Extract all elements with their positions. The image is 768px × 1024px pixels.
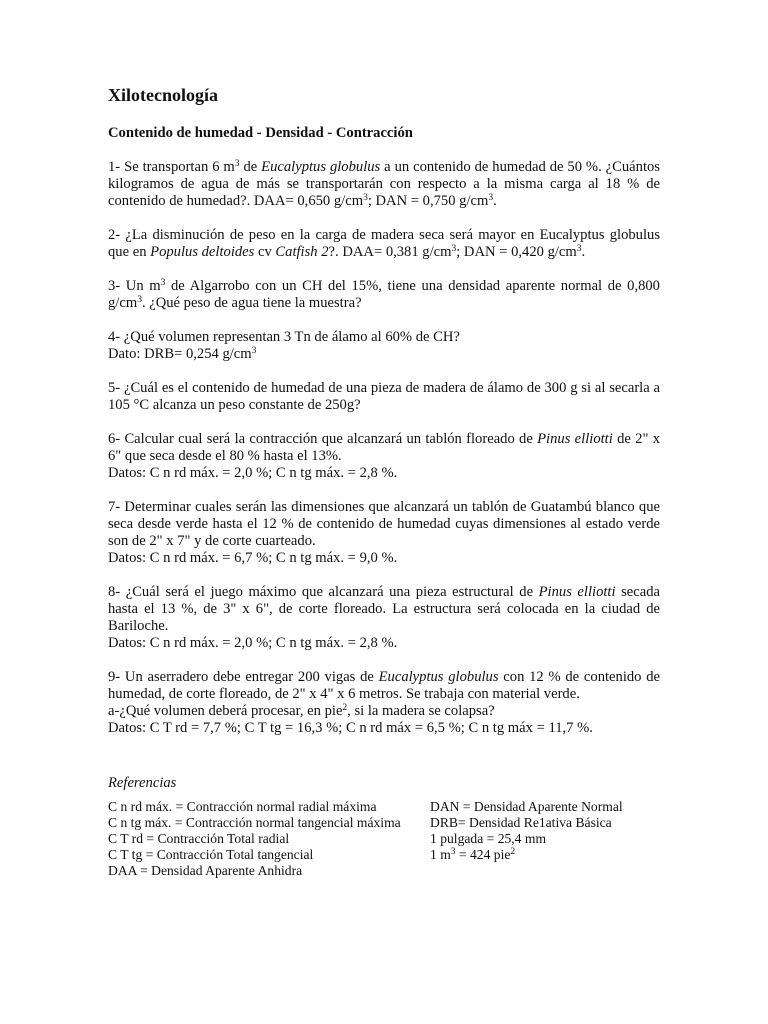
problem-9-question-a: a-¿Qué volumen deberá procesar, en pie$^2$, si la madera se colapsa?: [108, 703, 495, 719]
reference-item: C n tg máx. = Contracción normal tangencial máxima: [108, 815, 401, 830]
problem-9-statement: 9- Un aserradero debe entregar 200 vigas de Eucalyptus globulus con 12 % de contenido de humedad, de corte floreado, de 2" x 4" x 6 metros. Se trabaja con material verde.: [108, 669, 660, 702]
species-name: Eucalyptus globulus: [261, 159, 381, 175]
reference-item: DRB= Densidad Re1ativa Básica: [430, 815, 612, 830]
reference-empty-cell: [430, 863, 660, 879]
problem-8: [108, 584, 660, 652]
reference-item: DAN = Densidad Aparente Normal: [430, 799, 623, 814]
species-name: Populus deltoides: [150, 244, 255, 260]
species-name: Pinus elliotti: [537, 431, 613, 447]
problem-4: [108, 329, 660, 363]
problem-3: 3- Un $m^3$ de Algarrobo con un CH del 15%, tiene una densidad aparente normal de 0,800 $g/cm^3$. ¿Qué peso de agua tiene la muestra?: [108, 278, 660, 311]
problem-9-data: Datos: C T rd = 7,7 %; C T tg = 16,3 %; C n rd máx = 6,5 %; C n tg máx = 11,7 %.: [108, 720, 593, 736]
reference-item: C T rd = Contracción Total radial: [108, 831, 290, 846]
reference-item: 1 pulgada = 25,4 mm: [430, 831, 547, 846]
references-list: [108, 799, 660, 879]
reference-item: C T tg = Contracción Total tangencial: [108, 847, 314, 862]
problem-9: [108, 669, 660, 737]
reference-item: 1 $m^3 = 424$ pie$^2$: [430, 847, 516, 862]
problem-8-data: Datos: C n rd máx. = 2,0 %; C n tg máx. = 2,8 %.: [108, 635, 398, 651]
references-heading: Referencias: [108, 775, 177, 791]
problem-4-question: 4- ¿Qué volumen representan 3 Tn de álamo al 60% de CH?: [108, 329, 460, 345]
reference-item: DAA = Densidad Aparente Anhidra: [108, 863, 303, 878]
cultivar-name: Catfish 2: [275, 244, 329, 260]
species-name: Pinus elliotti: [538, 584, 616, 600]
problem-7-data: Datos: C n rd máx. = 6,7 %; C n tg máx. = 9,0 %.: [108, 550, 398, 566]
problem-8-question: 8- ¿Cuál será el juego máximo que alcanzará una pieza estructural de Pinus elliotti secada hasta el 13 %, de 3" x 6", de corte floreado. La estructura será colocada en la ciudad de Bariloche.: [108, 584, 660, 634]
reference-item: C n rd máx. = Contracción normal radial máxima: [108, 799, 377, 814]
document-title: Xilotecnología: [108, 85, 218, 105]
problem-6-question: 6- Calcular cual será la contracción que alcanzará un tablón floreado de Pinus elliotti de 2" x 6" que seca desde el 80 % hasta el 13%.: [108, 431, 660, 464]
problem-2: 2- ¿La disminución de peso en la carga de madera seca será mayor en Eucalyptus globulus que en Populus deltoides cv Catfish 2?. DAA= 0,381 $g/cm^3$; DAN = 0,420 $g/cm^3$.: [108, 227, 660, 260]
problem-5: 5- ¿Cuál es el contenido de humedad de una pieza de madera de álamo de 300 g si al secarla a 105 °C alcanza un peso constante de 250g?: [108, 380, 660, 413]
problem-6: [108, 431, 660, 482]
species-name: Eucalyptus globulus: [378, 669, 499, 685]
problem-1: 1- Se transportan 6 $m^3$ de Eucalyptus globulus a un contenido de humedad de 50 %. ¿Cuántos kilogramos de agua de más se transportarán con respecto a la misma carga al 18 % de contenido de humedad?. DAA= 0,650 $g/cm^3$; DAN = 0,750 $g/cm^3$.: [108, 159, 660, 209]
problem-7-question: 7- Determinar cuales serán las dimensiones que alcanzará un tablón de Guatambú blanco que seca desde verde hasta el 12 % de contenido de humedad cuyas dimensiones al estado verde son de 2" x 7" y de corte cuarteado.: [108, 499, 660, 549]
problem-7: [108, 499, 660, 567]
problem-6-data: Datos: C n rd máx. = 2,0 %; C n tg máx. = 2,8 %.: [108, 465, 398, 481]
problem-4-data: Dato: DRB= 0,254 $g/cm^3$: [108, 346, 257, 362]
document-subtitle: Contenido de humedad - Densidad - Contracción: [108, 125, 413, 141]
